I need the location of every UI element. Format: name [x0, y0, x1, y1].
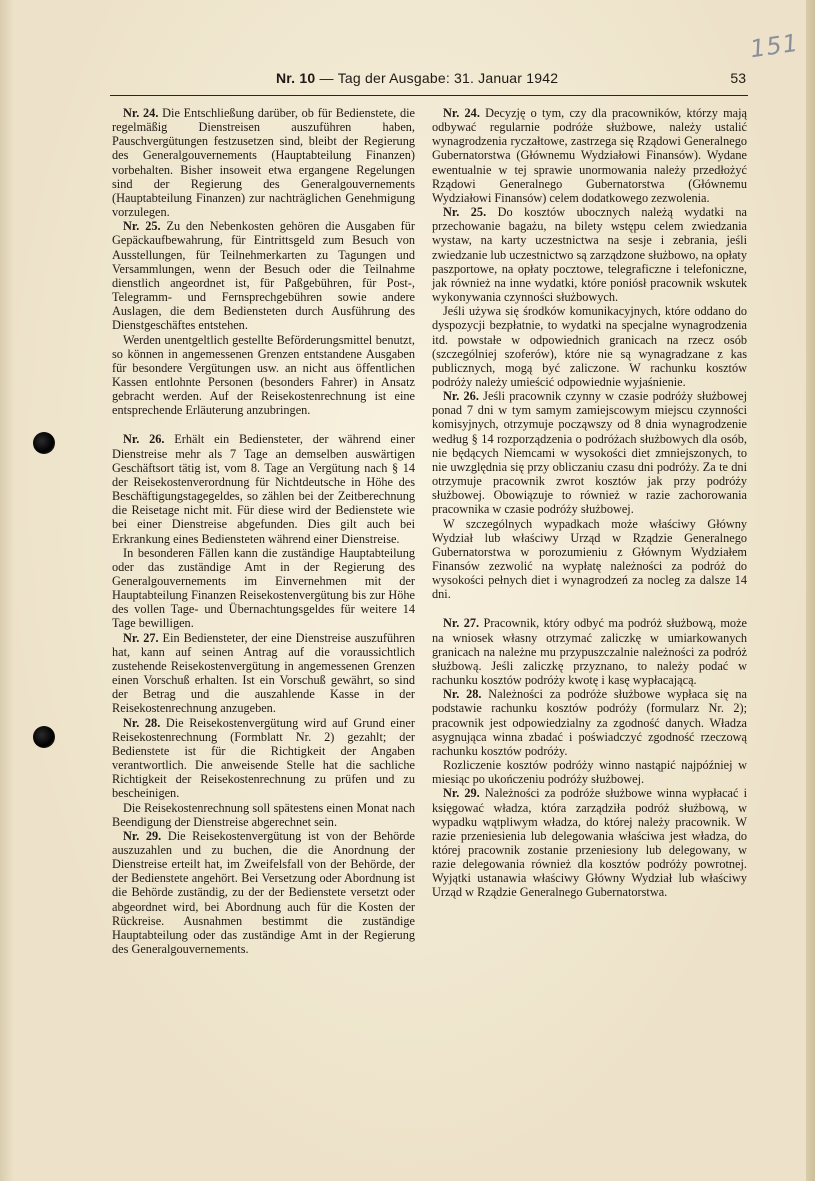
paragraph	[432, 106, 747, 205]
paragraph	[432, 517, 747, 602]
polish-column	[432, 106, 747, 900]
paragraph-number: Nr. 28.	[123, 715, 161, 730]
paragraph	[432, 687, 747, 758]
german-column	[112, 106, 415, 956]
paragraph-number: Nr. 28.	[443, 687, 482, 702]
paragraph-text: Należności za podróże służbowe wypłaca się na podstawie rachunku kosztów podróży (formularz Nr. 2); pracownik jest odpowiedzialny za zgodność danych. Władza asygnująca winna zbadać i poświadczyć zgodność rzeczową rachunku kosztów podróży.	[432, 687, 747, 758]
paragraph	[112, 333, 415, 418]
paragraph-text: Należności za podróże służbowe winna wypłacać i księgować władza, która zarządziła podróż służbową, w wypadku wątpliwym władza, do której należy pracownik. W razie przeniesienia lub delegowania właściwa jest władza, do której pracownik zostanie przeniesiony lub delegowany, w razie delegowania również dla kosztów podróży powrotnej. Wyjątki ustanawia właściwy Główny Wydział lub właściwy Urząd w Rządzie Generalnego Gubernatorstwa.	[432, 786, 747, 900]
paragraph-number: Nr. 24.	[443, 106, 480, 120]
paragraph	[112, 631, 415, 716]
paragraph	[112, 829, 415, 956]
paragraph	[432, 389, 747, 516]
paragraph	[112, 106, 415, 219]
paragraph	[432, 205, 747, 304]
paragraph-text: Zu den Nebenkosten gehören die Ausgaben für Gepäckaufbewahrung, für Eintrittsgeld zum Besuch von Ausstellungen, für Teilnehmerkarten zu Tagungen und Versammlungen, wenn der Besuch oder die Teilnahme dienstlich angeordnet ist, für Paßgebühren, für Post-, Telegramm- und Fernsprechgebühren sowie andere Auslagen, die dem Bediensteten durch Ausführung des Dienstgeschäftes entstehen.	[112, 219, 415, 333]
paragraph-number: Nr. 26.	[443, 389, 479, 404]
paragraph-text: Pracownik, który odbyć ma podróż służbową, może na wniosek własny otrzymać zaliczkę w umiarkowanych granicach na należne mu przypuszczalnie należności za podróż służbową. Jeśli zaliczkę przyznano, to należy podać w rachunku kosztów podróży kwotę i kasę wypłacającą.	[432, 616, 747, 688]
paragraph-text: Ein Bediensteter, der eine Dienstreise auszuführen hat, kann auf seinen Antrag auf die voraussichtlich zustehende Reisekostenvergütung in angemessenen Grenzen einen Vorschuß erhalten. Ist ein Vorschuß gewährt, so sind der Betrag und die auszahlende Kasse in der Reisekostenrechnung anzugeben.	[112, 630, 416, 716]
punch-hole-icon	[33, 726, 55, 748]
paragraph	[112, 801, 415, 829]
paragraph-text: Rozliczenie kosztów podróży winno nastąpić najpóźniej w miesiąc po ukończeniu podróży służbowej.	[432, 758, 747, 787]
paragraph-text: Do kosztów ubocznych należą wydatki na przechowanie bagażu, na bilety wstępu celem zwiedzania wystaw, na karty uczestnictwa na sesje i zebrania, jeśli zwiedzanie lub uczestnictwo są zarządzone służbowo, na opłaty paszportowe, na opłaty pocztowe, telegraficzne i telefoniczne, jak również na inne wydatki, które poniósł pracownik wskutek wykonywania czynności służbowych.	[432, 205, 747, 305]
paragraph	[112, 432, 415, 545]
paragraph-number: Nr. 29.	[123, 828, 162, 843]
issue-date: Tag der Ausgabe: 31. Januar 1942	[337, 70, 559, 86]
paragraph-text: Jeśli pracownik czynny w czasie podróży służbowej ponad 7 dni w tym samym zamiejscowym miejscu czynności komisyjnych, otrzymuje począwszy od 8 dnia wynagrodzenie według § 14 rozporządzenia o podróżach służbowych dla osób, nie będących Niemcami w wysokości diet zmniejszonych, to nie uwzględnia się przy obliczaniu czasu dni podróży. Za te dni otrzymuje pracownik zwrot kosztów jak przy podróży służbowej. Obowiązuje to również w razie zachorowania pracownika w czasie podróży służbowej.	[432, 389, 747, 517]
paragraph-number: Nr. 25.	[443, 205, 487, 220]
paragraph	[432, 304, 747, 389]
handwritten-page-note: 151	[748, 28, 801, 64]
paragraph-number: Nr. 24.	[123, 106, 159, 120]
paragraph	[112, 716, 415, 801]
punch-hole-icon	[33, 432, 55, 454]
header-rule	[110, 95, 748, 96]
paragraph-text: W szczególnych wypadkach może właściwy Główny Wydział lub właściwy Urząd w Rządzie Generalnego Gubernatorstwa w porozumieniu z Głównym Wydziałem Finansów zezwolić na wypłatę należności za podróż do wysokości pełnych diet i wynagrodzeń za nocleg za dalsze 14 dni.	[432, 516, 747, 602]
page-fold-edge	[806, 0, 815, 1181]
page-number: 53	[730, 70, 746, 86]
paragraph-number: Nr. 25.	[123, 219, 161, 234]
paragraph-text: Jeśli używa się środków komunikacyjnych, które oddano do dyspozycji bezpłatnie, to wydatki na specjalne wynagrodzenia itd. powstałe w odpowiednich granicach na rzecz osób (szczególniej szoferów), które nie są wynagradzane z kas publicznych, mogą być zaliczone. W rachunku kosztów podróży należy umieścić odpowiednie wyjaśnienie.	[432, 304, 747, 389]
paragraph-text: Die Entschließung darüber, ob für Bedienstete, die regelmäßig Dienstreisen auszuführen haben, Pauschvergütungen festzusetzen sind, bleibt der Regierung des Generalgouvernements (Hauptabteilung Finanzen) vorbehalten. Bisher insoweit etwa ergangene Regelungen sind der Regierung des Generalgouvernements (Hauptabteilung Finanzen) zur nachträglichen Genehmigung vorzulegen.	[112, 106, 415, 220]
header-dash: —	[319, 70, 334, 86]
paragraph-number: Nr. 27.	[443, 616, 480, 631]
paragraph-text: Werden unentgeltlich gestellte Beförderungsmittel benutzt, so können in angemessenen Grenzen entstandene Ausgaben für besondere Vergütungen usw. an nicht aus öffentlichen Kassen entlohnte Personen (besonders Fahrer) in Ansatz gebracht werden. Auf der Reisekostenrechnung ist eine entsprechende Erläuterung anzubringen.	[112, 332, 415, 418]
issue-line	[276, 70, 558, 86]
paragraph	[112, 546, 415, 631]
paragraph-text: Die Reisekostenvergütung wird auf Grund einer Reisekostenrechnung (Formblatt Nr. 2) gezahlt; der Bedienstete ist für die Richtigkeit der Angaben verantwortlich. Die anweisende Stelle hat die sachliche Richtigkeit der Reisekostenrechnung zu prüfen und zu bescheinigen.	[112, 715, 415, 801]
paragraph-number: Nr. 26.	[123, 432, 165, 447]
paragraph-number: Nr. 27.	[123, 630, 159, 645]
paragraph-text: Decyzję o tym, czy dla pracowników, którzy mają odbywać regularnie podróże służbowe, należy ustalić wynagrodzenia ryczałtowe, zastrzega się Rządowi Generalnego Gubernatorstwa (Głównemu Wydziałowi Finansów). Wydane ewentualnie w tej sprawie unormowania należy przedłożyć Rządowi Generalnego Gubernatorstwa (Głównemu Wydziałowi Finansów) celem dodatkowego zezwolenia.	[432, 106, 747, 205]
paragraph-text: Die Reisekostenvergütung ist von der Behörde auszuzahlen und zu buchen, die die Anordnung der Dienstreise erteilt hat, im Zweifelsfall von der Behörde, der der Bedienstete angehört. Bei Versetzung oder Abordnung ist die Behörde zuständig, zu der der Bedienstete versetzt oder abgeordnet wird, bei Abordnung auch für die Kosten der Rückreise. Ausnahmen bestimmt die zuständige Hauptabteilung oder das zuständige Amt in der Regierung des Generalgouvernements.	[112, 828, 416, 957]
paragraph	[432, 758, 747, 786]
issue-number: Nr. 10	[276, 70, 316, 86]
paragraph	[112, 219, 415, 332]
paragraph-text: Erhält ein Bediensteter, der während einer Dienstreise mehr als 7 Tage an demselben auswärtigen Geschäftsort tätig ist, vom 8. Tage an Vergütung nach § 14 der Reisekostenverordnung für Nichtdeutsche in Höhe des Beschäftigungstagegeldes, so zählen bei der Zeitberechnung die Reisetage nicht mit. Für diese wird der Bedienstete wie bei einer Dienstreise abgefunden. Dies gilt auch bei Erkrankung eines Bediensteten während einer Dienstreise.	[112, 432, 416, 546]
paragraph-text: Die Reisekostenrechnung soll spätestens einen Monat nach Beendigung der Dienstreise abgerechnet sein.	[112, 800, 415, 829]
paragraph	[432, 616, 747, 687]
paragraph-text: In besonderen Fällen kann die zuständige Hauptabteilung oder das zuständige Amt in der Regierung des Generalgouvernements im Einvernehmen mit der Hauptabteilung Finanzen Reisekostenvergütung bis zur Höhe des vollen Tage- und Übernachtungsgeldes für weitere 14 Tage bewilligen.	[112, 545, 415, 631]
paragraph	[432, 786, 747, 899]
page-edge-shadow	[0, 0, 14, 1181]
paragraph-number: Nr. 29.	[443, 786, 480, 801]
